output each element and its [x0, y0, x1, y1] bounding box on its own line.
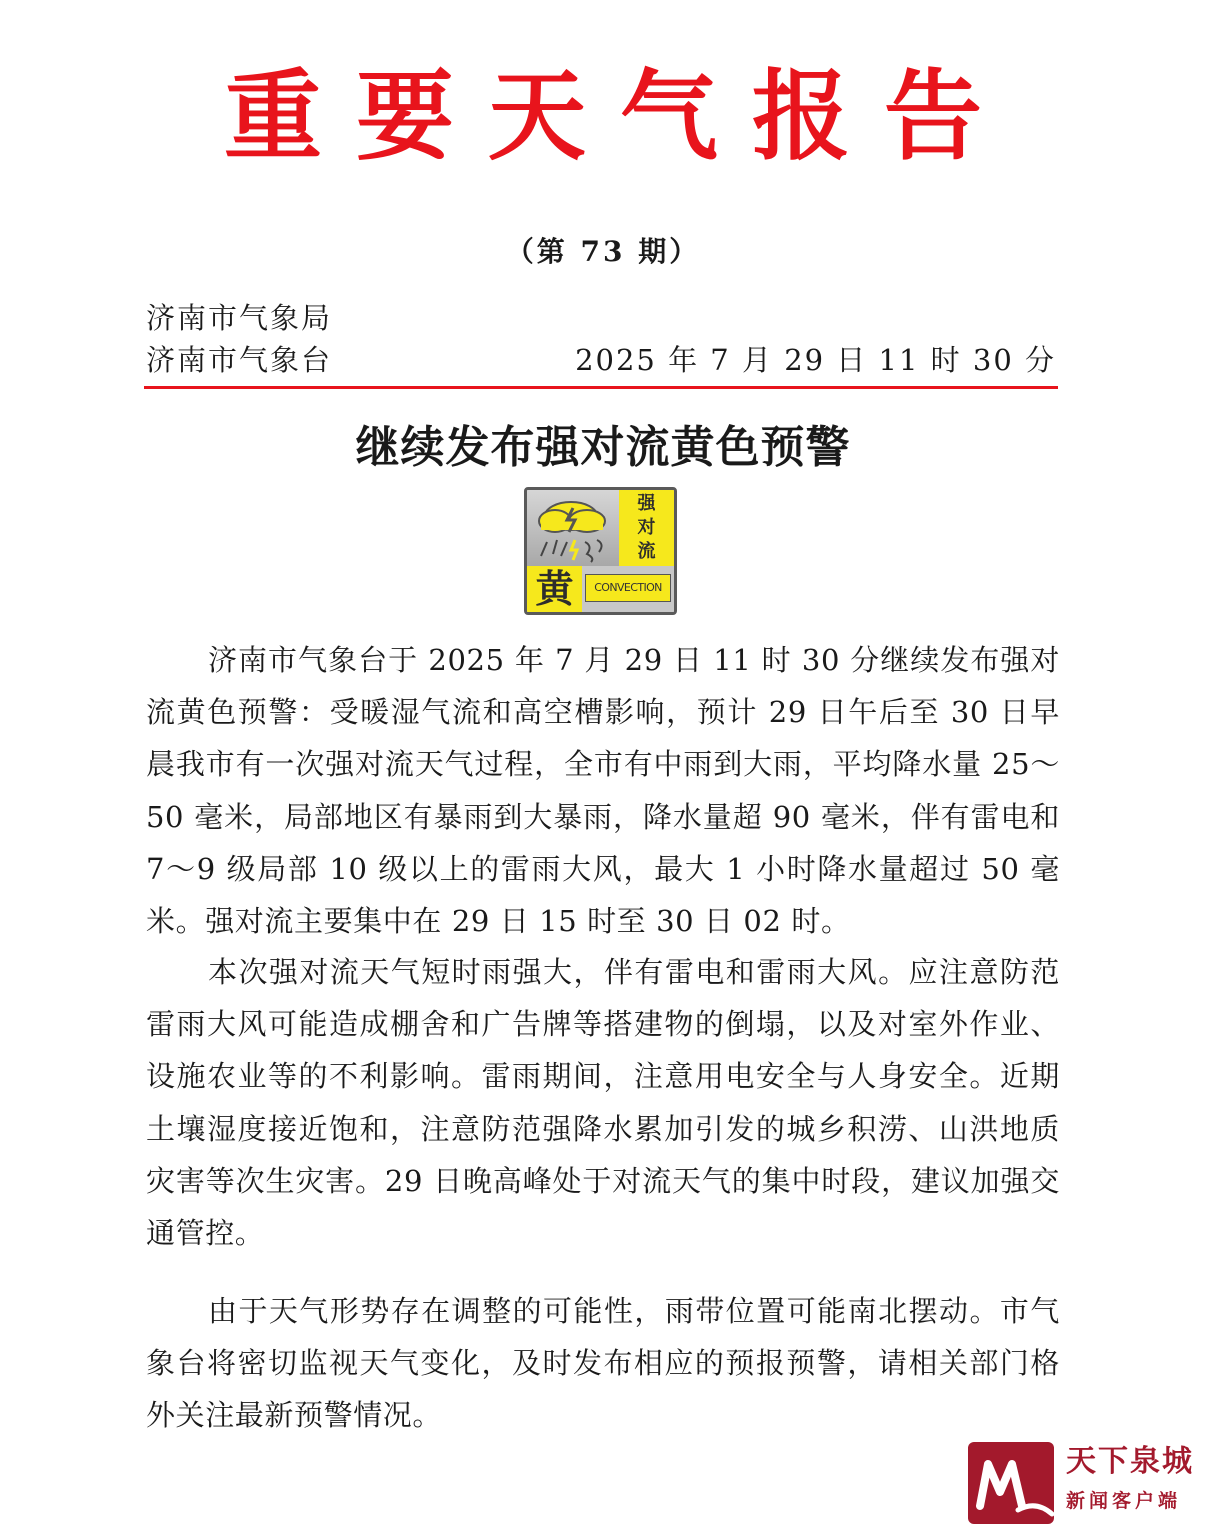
- warning-level: 黄: [527, 566, 582, 612]
- tianxia-quancheng-logo-icon: [966, 1440, 1056, 1526]
- watermark-logo: [966, 1440, 1206, 1526]
- thunderstorm-icon: [527, 490, 619, 566]
- body-paragraph: 由于天气形势存在调整的可能性，雨带位置可能南北摆动。市气象台将密切监视天气变化，及时发布相应的预报预警，请相关部门格外关注最新预警情况。: [146, 1294, 1060, 1433]
- watermark-subtitle: 新闻客户端: [1066, 1490, 1182, 1512]
- warning-type-char: 强: [637, 493, 656, 514]
- warning-english-panel: [582, 566, 674, 612]
- issue-time: 2025 年 7 月 29 日 11 时 30 分: [575, 343, 1056, 377]
- body-paragraph: 本次强对流天气短时雨强大，伴有雷电和雷雨大风。应注意防范雷雨大风可能造成棚舍和广告牌等搭建物的倒塌，以及对室外作业、设施农业等的不利影响。雷雨期间，注意用电安全与人身安全。近期土壤湿度接近饱和，注意防范强降水累加引发的城乡积涝、山洪地质灾害等次生灾害。29 日晚高峰处于对流天气的集中时段，建议加强交通管控。: [146, 955, 1060, 1251]
- warning-english-label: CONVECTION: [585, 574, 671, 602]
- body-paragraph: 济南市气象台于 2025 年 7 月 29 日 11 时 30 分继续发布强对流黄色预警：受暖湿气流和高空槽影响，预计 29 日午后至 30 日早晨我市有一次强对流天气过程，全市有中雨到大雨，平均降水量 25～50 毫米，局部地区有暴雨到大暴雨，降水量超 90 毫米，伴有雷电和 7～9 级局部 10 级以上的雷雨大风，最大 1 小时降水量超过 50 毫米。强对流主要集中在 29 日 15 时至 30 日 02 时。: [146, 643, 1060, 939]
- warning-type-label: [619, 490, 674, 566]
- report-title: 重要天气报告: [223, 59, 1016, 174]
- issuer-bureau: 济南市气象局: [146, 301, 333, 335]
- warning-type-char: 流: [637, 541, 656, 562]
- warning-sign: [524, 487, 677, 615]
- issue-number: （第 73 期）: [505, 235, 701, 268]
- header-divider: [144, 386, 1058, 389]
- document-heading: 继续发布强对流黄色预警: [355, 422, 851, 473]
- watermark-name: 天下泉城: [1066, 1444, 1194, 1479]
- issuer-observatory: 济南市气象台: [146, 343, 333, 377]
- warning-type-char: 对: [637, 517, 656, 538]
